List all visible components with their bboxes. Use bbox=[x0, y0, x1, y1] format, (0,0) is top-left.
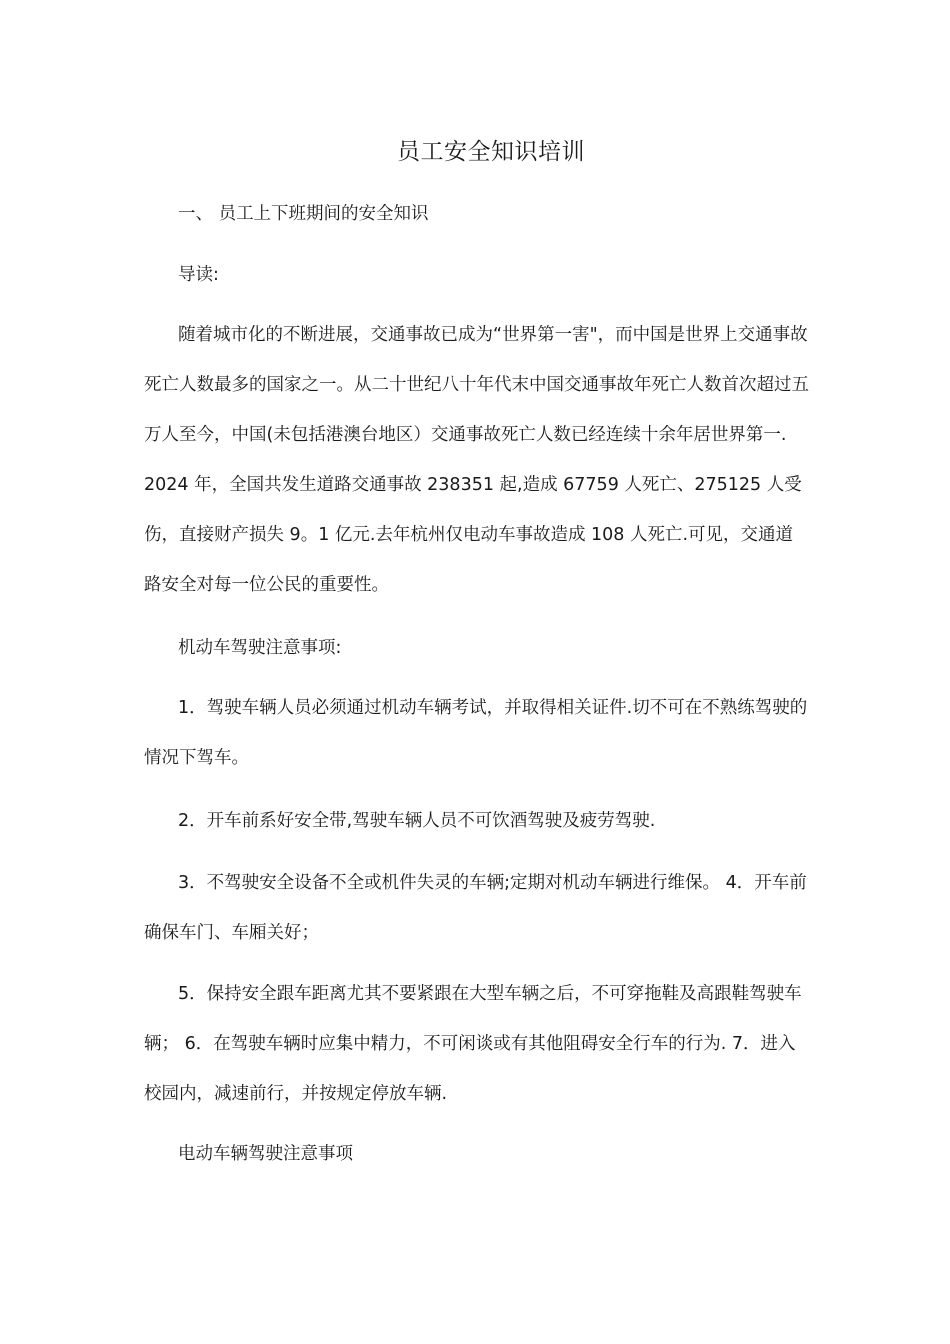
motor-item-2: 2．开车前系好安全带,驾驶车辆人员不可饮酒驾驶及疲劳驾驶. bbox=[178, 811, 656, 831]
electric-vehicle-heading: 电动车辆驾驶注意事项 bbox=[178, 1144, 353, 1164]
motor-item-5-6-7: 5．保持安全跟车距离尤其不要紧跟在大型车辆之后，不可穿拖鞋及高跟鞋驾驶车辆； 6．在驾驶车辆时应集中精力，不可闲谈或有其他阻碍安全行车的行为. 7．进入校园内，减速前行，并按规定停放车辆. bbox=[144, 984, 802, 1104]
intro-paragraph: 随着城市化的不断进展，交通事故已成为“世界第一害"，而中国是世界上交通事故死亡人数最多的国家之一。从二十世纪八十年代末中国交通事故年死亡人数首次超过五万人至今，中国(未包括港澳台地区）交通事故死亡人数已经连续十余年居世界第一. 2024 年，全国共发生道路交通事故 238351 起,造成 67759 人死亡、275125 人受伤，直接财产损失 9。1 亿元.去年杭州仅电动车事故造成 108 人死亡.可见，交通道路安全对每一位公民的重要性。 bbox=[144, 325, 809, 595]
intro-label: 导读: bbox=[178, 265, 219, 285]
motor-vehicle-heading: 机动车驾驶注意事项: bbox=[178, 638, 342, 658]
motor-item-3-4: 3．不驾驶安全设备不全或机件失灵的车辆;定期对机动车辆进行维保。 4．开车前确保车门、车厢关好； bbox=[144, 873, 807, 943]
section-heading: 一、 员工上下班期间的安全知识 bbox=[178, 204, 429, 224]
document-title: 员工安全知识培训 bbox=[397, 139, 585, 165]
motor-item-1: 1．驾驶车辆人员必须通过机动车辆考试，并取得相关证件.切不可在不熟练驾驶的情况下驾车。 bbox=[144, 698, 808, 768]
